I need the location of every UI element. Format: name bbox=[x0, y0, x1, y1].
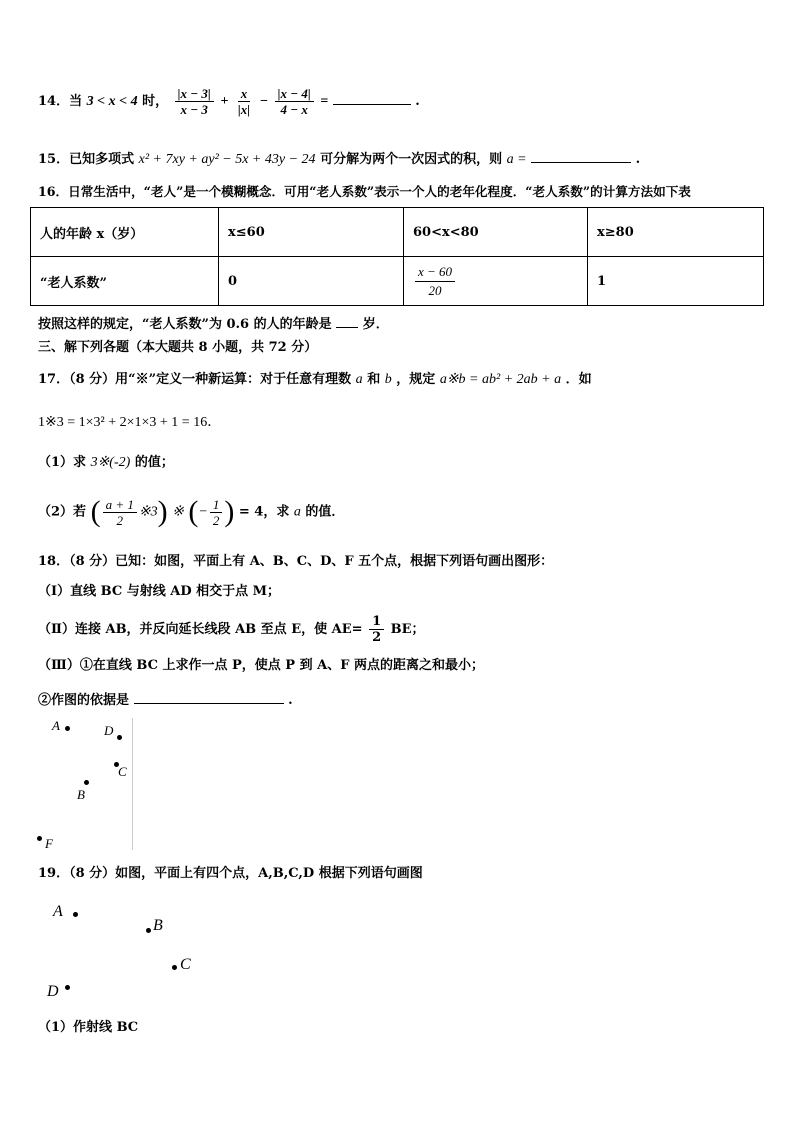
question-19: 19．（8 分）如图，平面上有四个点，A,B,C,D 根据下列语句画图 bbox=[38, 866, 423, 881]
q16-followup bbox=[38, 315, 389, 331]
question-16 bbox=[38, 186, 691, 199]
q17-and: 和 bbox=[367, 372, 381, 387]
point-label-b: B bbox=[77, 787, 85, 802]
point-label-c: C bbox=[118, 764, 127, 779]
q18-step-2-text: （Ⅱ）连接 AB，并反向延长线段 AB 至点 E，使 AE= bbox=[38, 622, 363, 637]
q17-p2-negative: − bbox=[198, 504, 208, 520]
q15-polynomial: x² + 7xy + ay² − 5x + 43y − 24 bbox=[138, 152, 316, 167]
q14-f1-denominator: x − 3 bbox=[180, 102, 208, 117]
q18-answer-blank bbox=[134, 691, 284, 704]
q17-p2-denominator: 2 bbox=[116, 512, 123, 528]
q17-p2-numerator-2: 1 bbox=[210, 498, 223, 513]
q17-p1-label: （1）求 bbox=[38, 455, 87, 470]
q18-step-1: （Ⅰ）直线 BC 与射线 AD 相交于点 M； bbox=[38, 584, 281, 599]
q18-step-4 bbox=[38, 691, 293, 707]
table-cell: 0 bbox=[219, 257, 404, 306]
q19-point-label-b: B bbox=[153, 917, 163, 934]
q18-step-2-numerator: 1 bbox=[369, 615, 384, 630]
q19-point-a bbox=[73, 912, 78, 917]
table-fraction-denominator: 20 bbox=[428, 282, 442, 298]
q17-p2-end: 的值． bbox=[305, 504, 345, 520]
table-cell: x≥80 bbox=[588, 208, 764, 257]
q17-p2-denominator-2: 2 bbox=[212, 512, 220, 528]
point-label-f: F bbox=[45, 836, 53, 851]
table-cell: 1 bbox=[588, 257, 764, 306]
q18-step-2 bbox=[38, 615, 425, 644]
q16-answer-blank bbox=[336, 315, 358, 328]
q14-fraction-3 bbox=[275, 87, 314, 116]
q15-middle: 可分解为两个一次因式的积，则 bbox=[320, 152, 503, 167]
table-cell: x≤60 bbox=[219, 208, 404, 257]
table-cell: “老人系数” bbox=[31, 257, 219, 306]
q19-point-c bbox=[172, 965, 177, 970]
q17-p2-equals: = 4，求 bbox=[238, 504, 290, 520]
q18-step-2-end: BE； bbox=[390, 622, 425, 637]
q17-p2-mid: ※3 bbox=[138, 504, 158, 520]
section-3-heading: 三、解下列各题（本大题共 8 小题，共 72 分） bbox=[38, 340, 318, 355]
q14-end: . bbox=[415, 94, 420, 109]
q14-when: 时， bbox=[142, 94, 169, 109]
q14-plus: + bbox=[220, 94, 229, 109]
question-18: 18．（8 分）已知：如图，平面上有 A、B、C、D、F 五个点，根据下列语句画出图形： bbox=[38, 554, 554, 569]
q17-p2-var: a bbox=[293, 504, 301, 520]
q17-var-a: a bbox=[355, 372, 363, 387]
table-cell: 人的年龄 x（岁） bbox=[31, 208, 219, 257]
q15-answer-blank bbox=[531, 150, 631, 163]
q17-p2-label: （2）若 bbox=[38, 504, 87, 520]
point-f bbox=[37, 836, 42, 841]
q18-step-4-text: ②作图的依据是 bbox=[38, 693, 130, 708]
table-fraction-numerator: x − 60 bbox=[415, 264, 455, 282]
point-label-a: A bbox=[52, 718, 60, 733]
q19-point-label-d: D bbox=[47, 983, 59, 1000]
question-17 bbox=[38, 373, 592, 387]
q14-equals: = bbox=[320, 94, 329, 109]
q14-fraction-1 bbox=[175, 87, 214, 116]
q14-fraction-2 bbox=[235, 87, 253, 116]
q17-part-1 bbox=[38, 456, 174, 470]
point-label-d: D bbox=[104, 723, 114, 738]
q14-condition: 3 < x < 4 bbox=[86, 94, 138, 109]
q17-part-2: （2）若 ( $\frac{a + 1}{2}$ ※3) ※ (− $\frac{1}{2}$ ) = 4，求 a 的值． bbox=[38, 495, 345, 528]
q17-intro-end: ．如 bbox=[565, 372, 592, 387]
q15-prefix: 15．已知多项式 bbox=[38, 152, 135, 167]
q16-followup-text: 按照这样的规定，“老人系数”为 0.6 的人的年龄是 bbox=[38, 317, 332, 332]
q19-point-label-a: A bbox=[53, 903, 63, 920]
q15-end: . bbox=[635, 152, 641, 167]
q17-rule-expression: a※b = ab² + 2ab + a bbox=[439, 372, 562, 387]
age-coefficient-table bbox=[30, 207, 764, 306]
q14-f2-denominator: |x| bbox=[237, 102, 251, 117]
q19-part-1: （1）作射线 BC bbox=[38, 1020, 139, 1035]
q14-answer-blank bbox=[333, 92, 411, 105]
q17-example-text: 1※3 = 1×3² + 2×1×3 + 1 = 16． bbox=[38, 415, 222, 430]
q17-var-b: b bbox=[384, 372, 392, 387]
q17-p2-fraction bbox=[103, 498, 137, 527]
q16-followup-end: 岁． bbox=[362, 317, 389, 332]
q17-rule-label: ，规定 bbox=[396, 372, 436, 387]
q19-point-label-c: C bbox=[180, 956, 191, 973]
q14-f1-numerator: |x − 3| bbox=[175, 87, 214, 102]
point-b bbox=[84, 780, 89, 785]
table-fraction bbox=[415, 264, 455, 299]
q17-example bbox=[38, 416, 221, 430]
q14-f2-numerator: x bbox=[238, 87, 251, 102]
q19-point-d bbox=[65, 985, 70, 990]
q18-step-4-end: . bbox=[288, 693, 293, 708]
q14-minus: − bbox=[259, 94, 269, 109]
q18-step-2-fraction bbox=[369, 615, 384, 644]
q17-p2-numerator: a + 1 bbox=[103, 498, 137, 513]
point-d bbox=[117, 735, 122, 740]
q17-p2-fraction-2 bbox=[210, 498, 223, 527]
point-a bbox=[65, 726, 70, 731]
q17-intro: 17．（8 分）用“※”定义一种新运算：对于任意有理数 bbox=[38, 372, 352, 387]
q14-prefix: 14．当 bbox=[38, 94, 83, 109]
q18-step-3: （Ⅲ）①在直线 BC 上求作一点 P，使点 P 到 A、F 两点的距离之和最小； bbox=[38, 658, 484, 673]
q17-p1-expression: 3※(-2) bbox=[90, 455, 131, 470]
table-row bbox=[31, 257, 764, 306]
q19-point-b bbox=[146, 928, 151, 933]
q15-answer-label: a = bbox=[506, 152, 527, 167]
q18-step-2-denominator: 2 bbox=[372, 630, 382, 645]
question-14 bbox=[38, 87, 420, 116]
q14-f3-numerator: |x − 4| bbox=[275, 87, 314, 102]
table-cell bbox=[404, 257, 588, 306]
table-row bbox=[31, 208, 764, 257]
q17-p1-end: 的值； bbox=[134, 455, 174, 470]
table-cell: 60<x<80 bbox=[404, 208, 588, 257]
question-15 bbox=[38, 150, 640, 167]
q14-f3-denominator: 4 − x bbox=[280, 102, 308, 117]
q17-p2-operator: ※ bbox=[172, 504, 184, 520]
q16-text: 16．日常生活中，“老人”是一个模糊概念．可用“老人系数”表示一个人的老年化程度．“老人系数”的计算方法如下表 bbox=[38, 184, 691, 199]
